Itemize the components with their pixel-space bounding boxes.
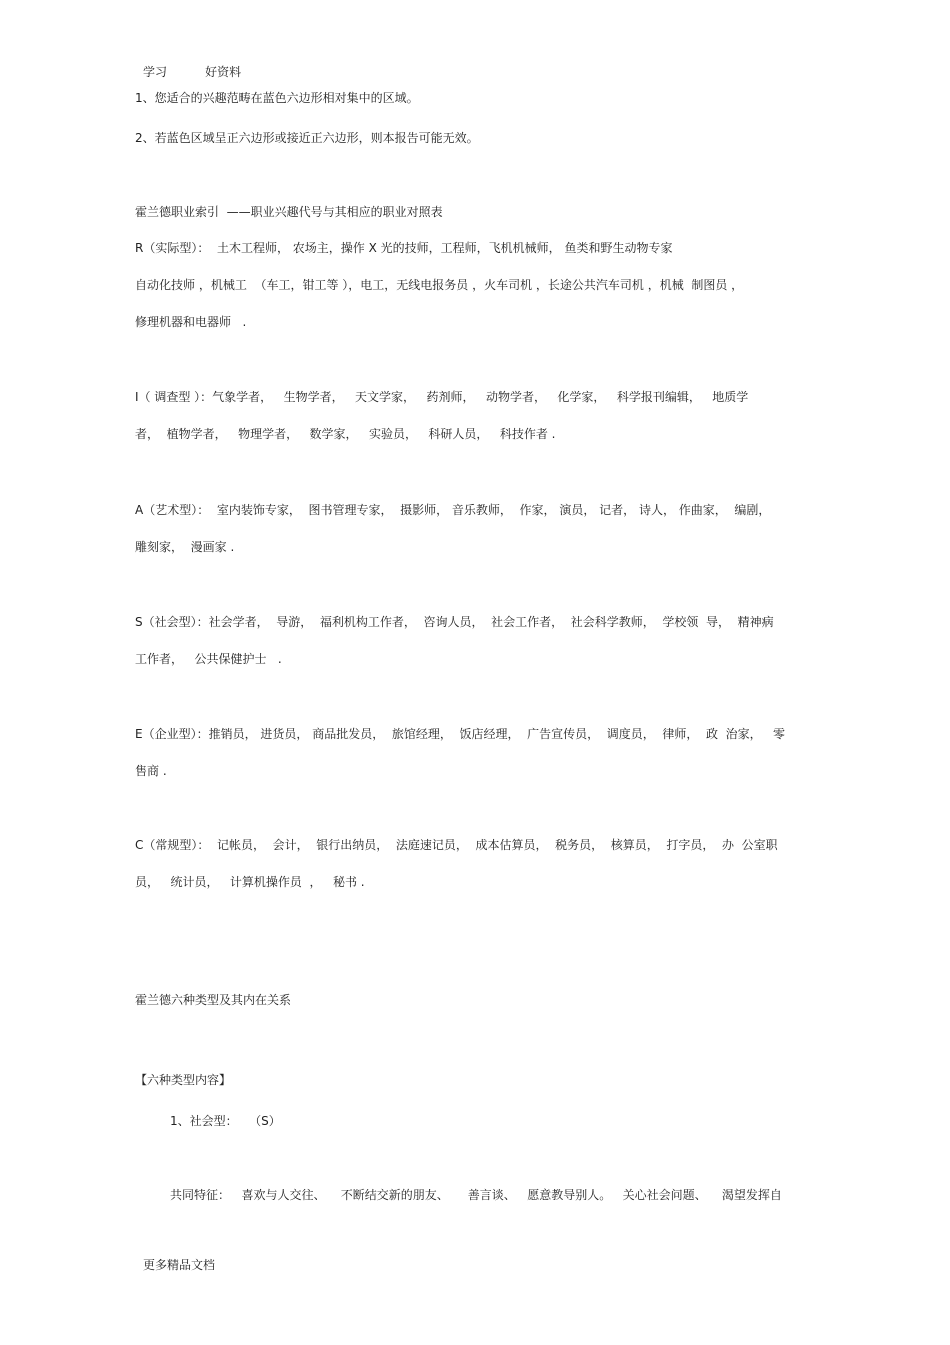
type-c-line-1: C（常规型）： 记帐员， 会计， 银行出纳员， 法庭速记员， 成本估算员， 税务员， 核算员， 打字员， 办 公室职 [135,838,778,852]
type-s-line-2: 工作者， 公共保健护士 . [135,652,282,666]
common-features: 共同特征： 喜欢与人交往、 不断结交新的朋友、 善言谈、 愿意教导别人。 关心社会问题、 渴望发挥自 [170,1188,782,1202]
type-r-line-1: R（实际型）： 土木工程师， 农场主，操作 X 光的技师，工程师，飞机机械师， 鱼类和野生动物专家 [135,241,673,255]
type-r-line-2: 自动化技师 ，机械工 （车工，钳工等 ），电工，无线电报务员 ，火车司机 ，长途公共汽车司机 ，机械 制图员 ， [135,278,744,292]
page-header: 学习 好资料 [143,65,242,79]
type-s-line-1: S（社会型）：社会学者， 导游， 福利机构工作者， 咨询人员， 社会工作者， 社会科学教师， 学校领 导， 精神病 [135,615,774,629]
six-types-heading: 【六种类型内容】 [135,1073,232,1087]
type-e-line-2: 售商 . [135,764,167,778]
note-2: 2、若蓝色区域呈正六边形或接近正六边形，则本报告可能无效。 [135,131,479,145]
type-c-line-2: 员， 统计员， 计算机操作员 ， 秘书 . [135,875,365,889]
type-e-line-1: E（企业型）：推销员， 进货员， 商品批发员， 旅馆经理， 饭店经理， 广告宣传员， 调度员， 律师， 政 治家， 零 [135,727,786,741]
type-i-line-1: I（ 调查型 ）：气象学者， 生物学者， 天文学家， 药剂师， 动物学者， 化学家， 科学报刊编辑， 地质学 [135,390,749,404]
type-r-line-3: 修理机器和电器师 . [135,315,247,329]
type-a-line-2: 雕刻家， 漫画家 . [135,540,235,554]
page-footer: 更多精品文档 [143,1258,216,1272]
note-1: 1、您适合的兴趣范畴在蓝色六边形相对集中的区域。 [135,91,419,105]
type-a-line-1: A（艺术型）： 室内装饰专家， 图书管理专家， 摄影师， 音乐教师， 作家， 演员， 记者， 诗人， 作曲家， 编剧， [135,503,771,517]
social-type-item: 1、社会型： （S） [170,1114,281,1128]
index-title: 霍兰德职业索引 ——职业兴趣代号与其相应的职业对照表 [135,205,443,219]
type-i-line-2: 者， 植物学者， 物理学者， 数学家， 实验员， 科研人员， 科技作者 . [135,427,556,441]
relation-title: 霍兰德六种类型及其内在关系 [135,993,292,1007]
